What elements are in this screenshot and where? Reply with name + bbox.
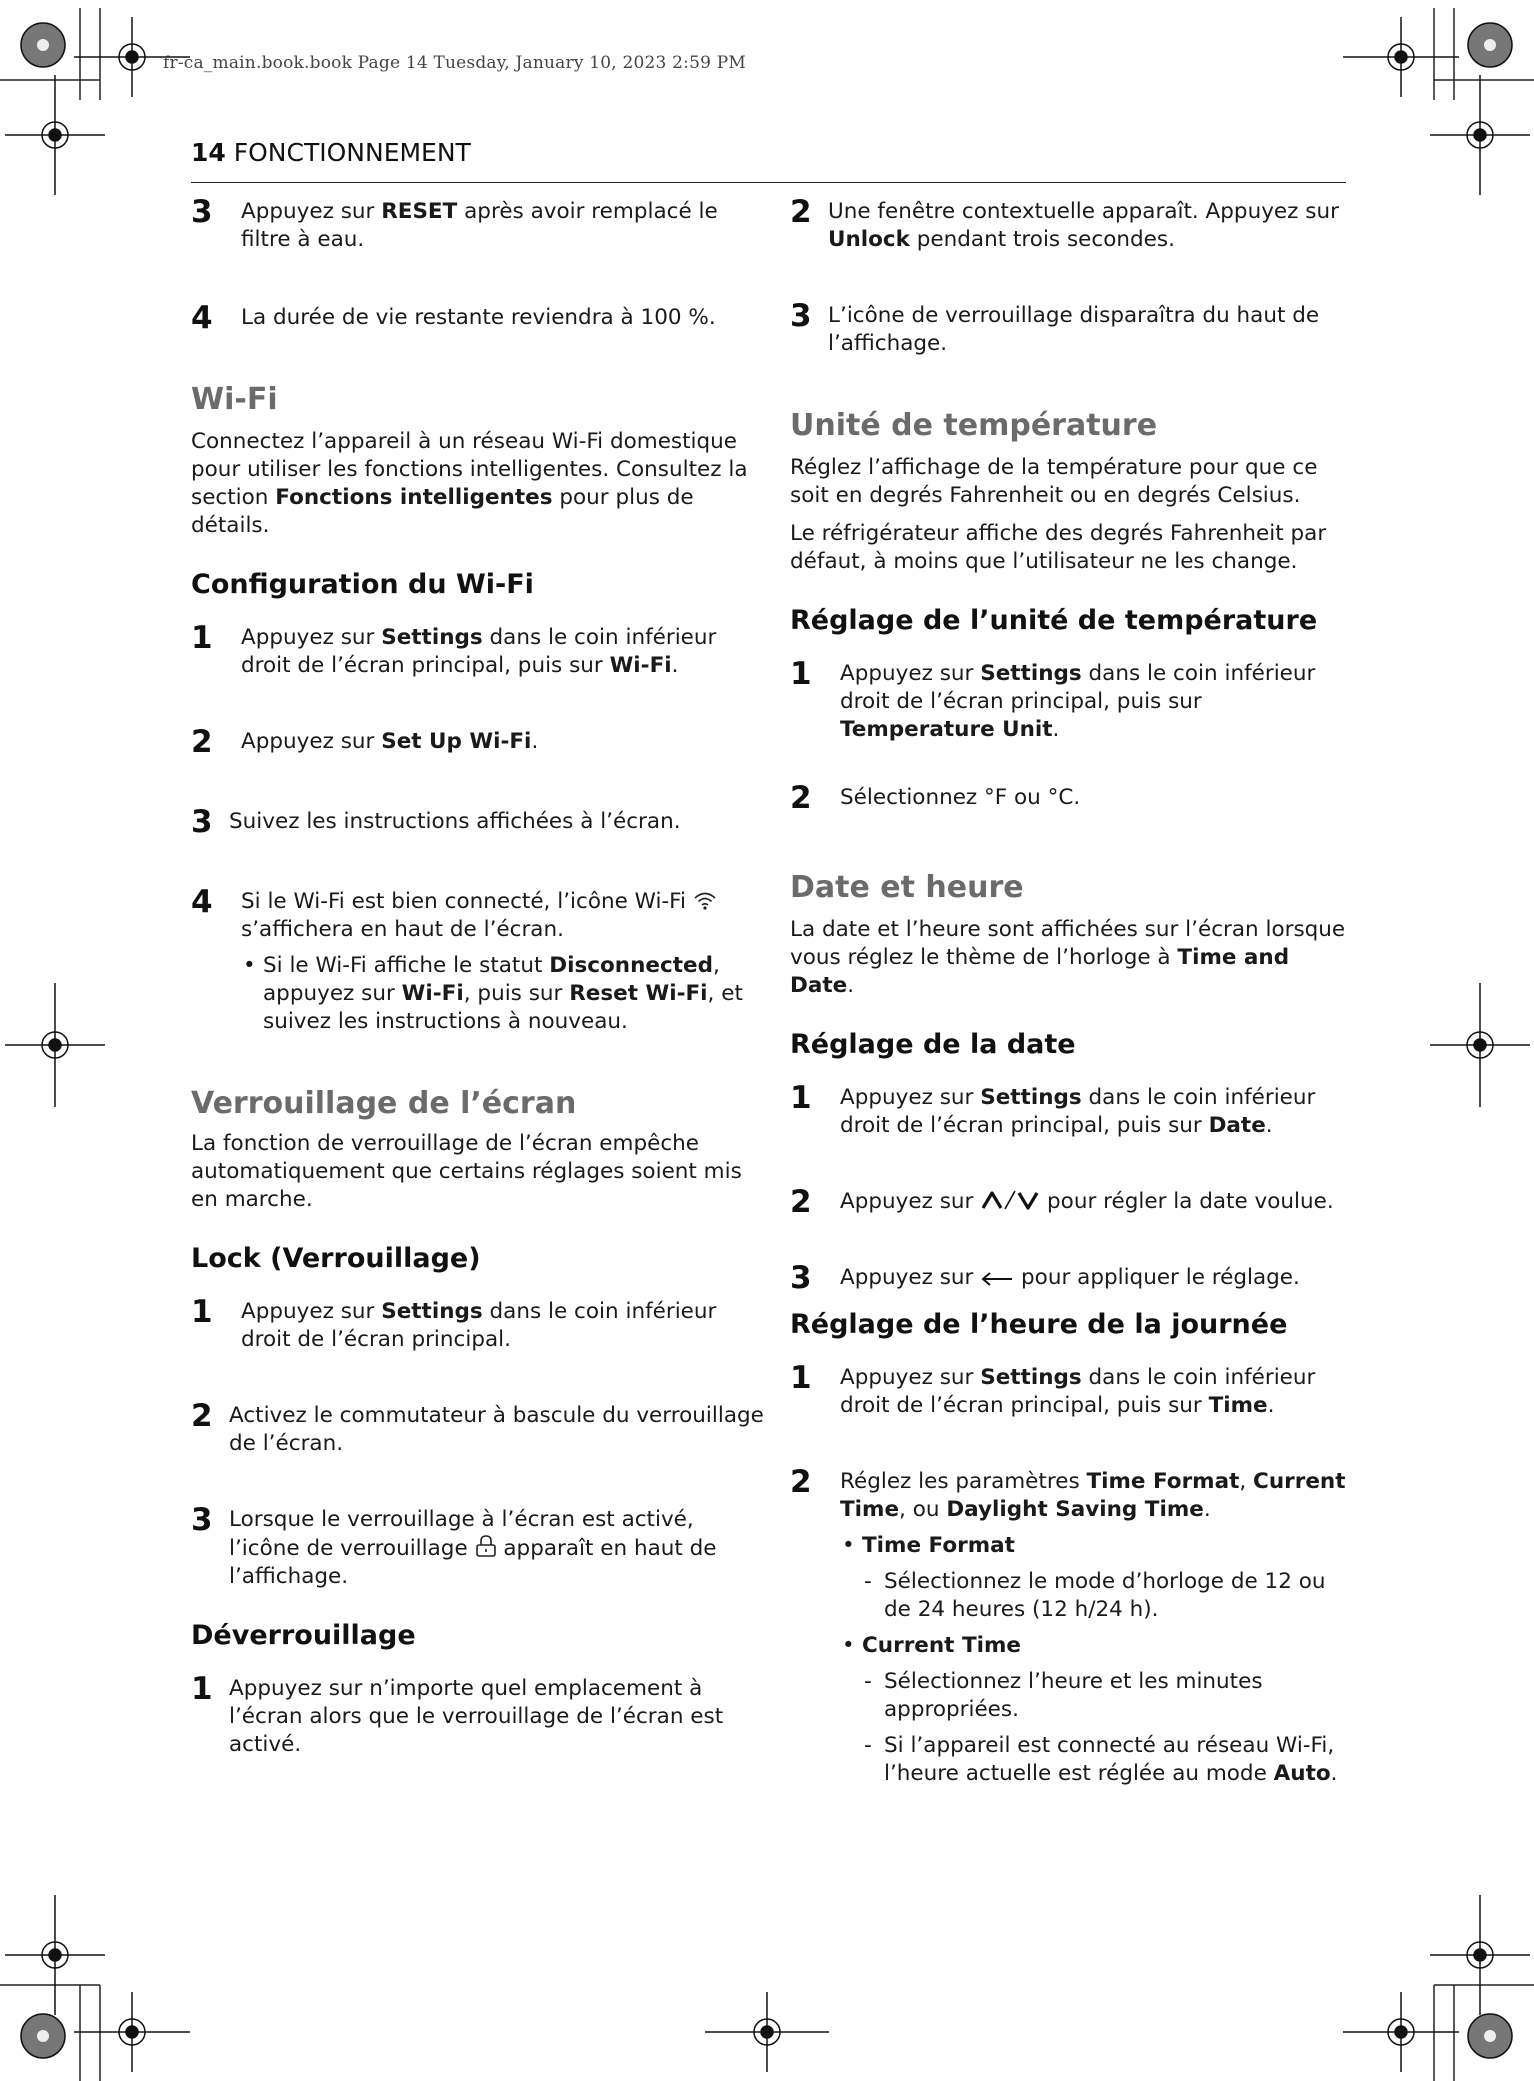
time-step-1: 1 Appuyez sur Settings dans le coin inférieur droit de l’écran principal, puis sur Time. xyxy=(790,1360,1316,1418)
time-format-detail: - Sélectionnez le mode d’horloge de 12 ou de 24 heures (12 h/24 h). xyxy=(840,1568,1350,1624)
step-number: 1 xyxy=(191,1294,213,1330)
section-title-date-time: Date et heure xyxy=(790,870,1024,905)
unlock-step-2: 2 Une fenêtre contextuelle apparaît. Appuyez sur Unlock pendant trois secondes. xyxy=(790,194,1339,252)
step-number: 1 xyxy=(790,1080,812,1116)
subsection-title-date: Réglage de la date xyxy=(790,1029,1076,1060)
step-4-lifespan: 4 La durée de vie restante reviendra à 100 %. xyxy=(191,300,716,336)
temperature-step-2: 2 Sélectionnez °F ou °C. xyxy=(790,780,1081,816)
right-column xyxy=(790,196,1350,1788)
screen-lock-intro: La fonction de verrouillage de l’écran empêche automatiquement que certains réglages soient mis en marche. xyxy=(191,1131,742,1212)
step-number: 3 xyxy=(191,194,213,230)
lock-step-2: 2 Activez le commutateur à bascule du verrouillage de l’écran. xyxy=(191,1398,764,1456)
section-title: FONCTIONNEMENT xyxy=(233,138,471,167)
lock-icon xyxy=(475,1534,497,1558)
step-number: 2 xyxy=(790,1184,812,1220)
step-number: 1 xyxy=(191,620,213,656)
date-step-1: 1 Appuyez sur Settings dans le coin inférieur droit de l’écran principal, puis sur Date. xyxy=(790,1080,1316,1138)
wifi-step-1: 1 Appuyez sur Settings dans le coin inférieur droit de l’écran principal, puis sur Wi-Fi. xyxy=(191,620,717,678)
section-title-temperature-unit: Unité de température xyxy=(790,408,1158,443)
date-step-2: 2 Appuyez sur pour régler la date voulue. xyxy=(790,1184,1334,1220)
subsection-title-temperature-unit: Réglage de l’unité de température xyxy=(790,605,1318,636)
section-title-screen-lock: Verrouillage de l’écran xyxy=(191,1086,577,1121)
unlock-step-1: 1 Appuyez sur n’importe quel emplacement à l’écran alors que le verrouillage de l’écran est activé. xyxy=(191,1671,724,1757)
wifi-disconnected-note: • Si le Wi-Fi affiche le statut Disconnected, appuyez sur Wi-Fi, puis sur Reset Wi-Fi, et suivez les instructions à nouveau. xyxy=(241,952,766,1036)
section-title-wifi: Wi-Fi xyxy=(191,382,278,417)
current-time-detail-1: - Sélectionnez l’heure et les minutes appropriées. xyxy=(840,1668,1350,1724)
wifi-intro: Connectez l’appareil à un réseau Wi-Fi domestique pour utiliser les fonctions intelligentes. Consultez la section Fonctions intelligentes pour plus de détails. xyxy=(191,429,748,538)
step-number: 1 xyxy=(790,656,812,692)
step-number: 1 xyxy=(191,1671,213,1707)
temperature-step-1: 1 Appuyez sur Settings dans le coin inférieur droit de l’écran principal, puis sur Temperature Unit. xyxy=(790,656,1316,742)
up-down-arrows-icon xyxy=(980,1189,1040,1211)
time-step-2: 2 Réglez les paramètres Time Format, Current Time, ou Daylight Saving Time. • Time Format - Sélectionnez le mode d’horloge de 12 ou de 24 heures (12 h/24 h). • Current Time - Sélectionnez l’heure et les minutes appropriées. - Si l’appareil est connecté au réseau Wi-Fi, l’heure actuelle est réglée au mode Auto. xyxy=(790,1468,1350,1788)
step-number: 2 xyxy=(191,724,213,760)
step-number: 4 xyxy=(191,884,213,920)
subsection-title-unlock: Déverrouillage xyxy=(191,1620,416,1651)
wifi-step-4: 4 Si le Wi-Fi est bien connecté, l’icône Wi-Fi s’affichera en haut de l’écran. • Si le Wi-Fi affiche le statut Disconnected, appuyez sur Wi-Fi, puis sur Reset Wi-Fi, et suivez les instructions à nouveau. xyxy=(191,888,766,1036)
page-number: 14 xyxy=(191,138,226,167)
step-number: 2 xyxy=(790,194,812,230)
date-time-intro: La date et l’heure sont affichées sur l’écran lorsque vous réglez le thème de l’horloge à Time and Date. xyxy=(790,917,1346,998)
back-arrow-icon xyxy=(980,1271,1014,1287)
unlock-step-3: 3 L’icône de verrouillage disparaîtra du haut de l’affichage. xyxy=(790,298,1320,356)
left-column xyxy=(191,196,766,1759)
wifi-icon xyxy=(693,891,717,911)
step-number: 3 xyxy=(191,804,213,840)
step-number: 1 xyxy=(790,1360,812,1396)
time-format-item: • Time Format xyxy=(840,1532,1350,1560)
step-number: 2 xyxy=(790,1464,812,1500)
date-step-3: 3 Appuyez sur pour appliquer le réglage. xyxy=(790,1260,1300,1296)
step-number: 4 xyxy=(191,300,213,336)
step-number: 2 xyxy=(191,1398,213,1434)
lock-step-1: 1 Appuyez sur Settings dans le coin inférieur droit de l’écran principal. xyxy=(191,1294,717,1352)
header-divider xyxy=(191,182,1346,183)
temperature-intro-1: Réglez l’affichage de la température pour que ce soit en degrés Fahrenheit ou en degrés Celsius. xyxy=(790,455,1318,508)
subsection-title-lock: Lock (Verrouillage) xyxy=(191,1243,481,1274)
wifi-step-2: 2 Appuyez sur Set Up Wi-Fi. xyxy=(191,724,539,760)
step-number: 3 xyxy=(790,298,812,334)
step-3-reset: 3 Appuyez sur RESET après avoir remplacé le filtre à eau. xyxy=(191,194,718,252)
print-slug: fr-ca_main.book.book Page 14 Tuesday, January 10, 2023 2:59 PM xyxy=(163,53,746,73)
step-number: 3 xyxy=(191,1502,213,1538)
temperature-intro-2: Le réfrigérateur affiche des degrés Fahrenheit par défaut, à moins que l’utilisateur ne les change. xyxy=(790,521,1327,574)
wifi-step-3: 3 Suivez les instructions affichées à l’écran. xyxy=(191,804,681,840)
current-time-detail-2: - Si l’appareil est connecté au réseau Wi-Fi, l’heure actuelle est réglée au mode Auto. xyxy=(840,1732,1350,1788)
lock-step-3: 3 Lorsque le verrouillage à l’écran est activé, l’icône de verrouillage apparaît en haut de l’affichage. xyxy=(191,1502,717,1589)
subsection-title-time-of-day: Réglage de l’heure de la journée xyxy=(790,1309,1288,1340)
current-time-item: • Current Time xyxy=(840,1632,1350,1660)
page-header xyxy=(191,138,471,167)
subsection-title-wifi-config: Configuration du Wi-Fi xyxy=(191,569,534,600)
step-number: 2 xyxy=(790,780,812,816)
step-number: 3 xyxy=(790,1260,812,1296)
